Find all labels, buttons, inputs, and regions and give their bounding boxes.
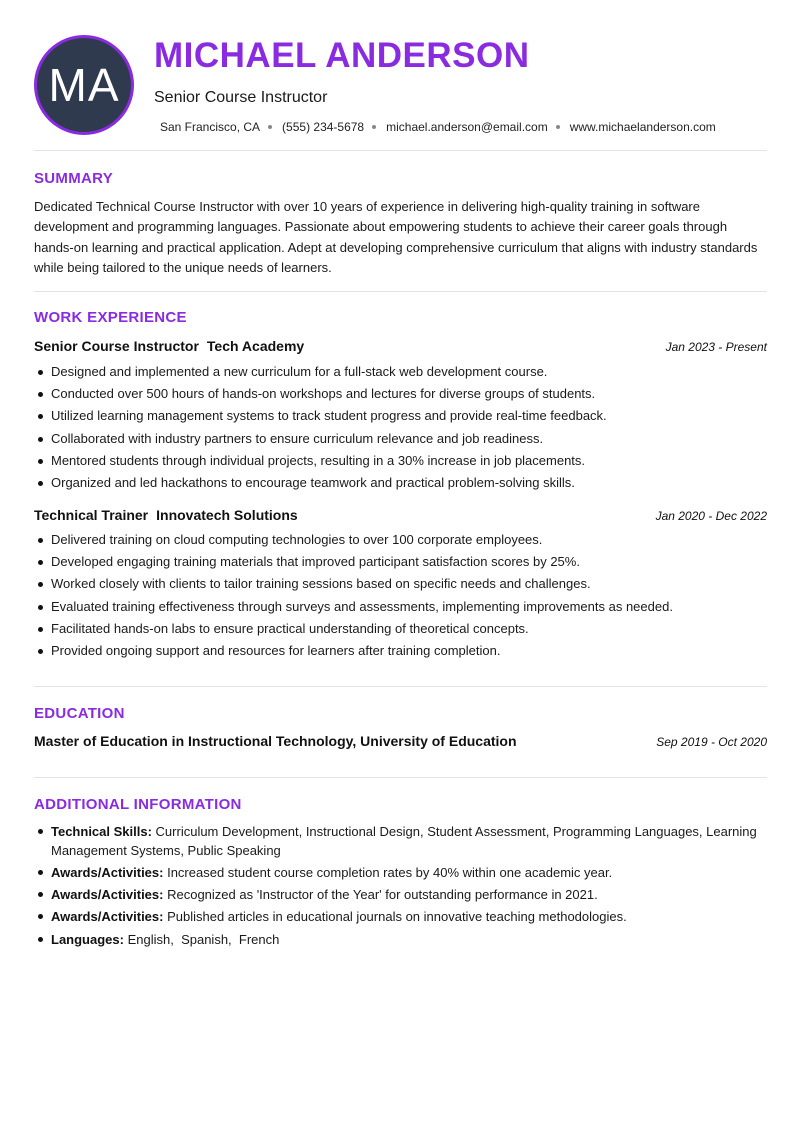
- item-label: Technical Skills:: [51, 824, 152, 839]
- contact-location: San Francisco, CA: [160, 120, 261, 134]
- job-date: Jan 2023 - Present: [665, 340, 767, 354]
- separator-dot: [556, 125, 560, 129]
- list-item: Designed and implemented a new curriculum for a full-stack web development course.: [34, 361, 767, 383]
- list-item: Collaborated with industry partners to ensure curriculum relevance and job readiness.: [34, 428, 767, 450]
- avatar-initials: MA: [48, 59, 120, 111]
- job-company: Tech Academy: [206, 338, 305, 354]
- job-header: [34, 507, 767, 523]
- contact-phone: (555) 234-5678: [282, 120, 365, 134]
- list-item: [34, 885, 767, 904]
- education-degree: Master of Education in Instructional Technology, University of Education: [34, 733, 517, 749]
- education-entry: [34, 733, 767, 749]
- list-item: [34, 863, 767, 882]
- experience-heading: WORK EXPERIENCE: [34, 309, 187, 326]
- item-text: Increased student course completion rates by 40% within one academic year.: [167, 865, 613, 880]
- additional-list: [34, 822, 767, 952]
- job-role: Technical Trainer: [34, 507, 149, 523]
- summary-heading: SUMMARY: [34, 170, 114, 187]
- contact-email[interactable]: michael.anderson@email.com: [386, 120, 548, 134]
- divider: [34, 777, 767, 778]
- list-item: Organized and led hackathons to encourage teamwork and practical problem-solving skills.: [34, 472, 767, 494]
- job-bullets: [34, 361, 767, 494]
- divider: [34, 150, 767, 151]
- separator-dot: [372, 125, 376, 129]
- item-text: English, Spanish, French: [127, 932, 280, 947]
- list-item: Provided ongoing support and resources for learners after training completion.: [34, 640, 767, 662]
- job-title: Senior Course Instructor: [154, 89, 328, 106]
- list-item: [34, 930, 767, 949]
- list-item: Mentored students through individual projects, resulting in a 30% increase in job placements.: [34, 450, 767, 472]
- summary-text: Dedicated Technical Course Instructor with over 10 years of experience in delivering high-quality training in software development and programming languages. Passionate about empowering students to achieve their career goals through hands-on learning and practical application. Adept at developing comprehensive curriculum that aligns with industry standards while being tailored to the unique needs of learners.: [34, 199, 758, 275]
- job-header: [34, 338, 767, 354]
- list-item: Utilized learning management systems to track student progress and provide real-time feedback.: [34, 405, 767, 427]
- item-label: Awards/Activities:: [51, 909, 164, 924]
- item-label: Languages:: [51, 932, 124, 947]
- item-text: Recognized as 'Instructor of the Year' for outstanding performance in 2021.: [167, 887, 598, 902]
- list-item: Conducted over 500 hours of hands-on workshops and lectures for diverse groups of students.: [34, 383, 767, 405]
- list-item: [34, 907, 767, 926]
- item-label: Awards/Activities:: [51, 887, 164, 902]
- job-company: Innovatech Solutions: [156, 507, 298, 523]
- item-text: Curriculum Development, Instructional Design, Student Assessment, Programming Languages, Learning Management Systems, Public Speaking: [51, 824, 757, 858]
- list-item: Facilitated hands-on labs to ensure practical understanding of theoretical concepts.: [34, 618, 767, 640]
- list-item: Worked closely with clients to tailor training sessions based on specific needs and challenges.: [34, 573, 767, 595]
- contact-info: [160, 120, 716, 134]
- avatar: [34, 35, 134, 135]
- contact-website[interactable]: www.michaelanderson.com: [569, 120, 716, 134]
- list-item: Delivered training on cloud computing technologies to over 100 corporate employees.: [34, 529, 767, 551]
- education-date: Sep 2019 - Oct 2020: [656, 735, 767, 749]
- additional-heading: ADDITIONAL INFORMATION: [34, 796, 242, 813]
- job-date: Jan 2020 - Dec 2022: [655, 509, 767, 523]
- education-heading: EDUCATION: [34, 705, 125, 722]
- candidate-name: MICHAEL ANDERSON: [154, 36, 530, 75]
- divider: [34, 686, 767, 687]
- list-item: [34, 822, 767, 860]
- job-role: Senior Course Instructor: [34, 338, 199, 354]
- item-text: Published articles in educational journals on innovative teaching methodologies.: [167, 909, 627, 924]
- item-label: Awards/Activities:: [51, 865, 164, 880]
- list-item: Developed engaging training materials that improved participant satisfaction scores by 25%.: [34, 551, 767, 573]
- job-bullets: [34, 529, 767, 662]
- list-item: Evaluated training effectiveness through surveys and assessments, implementing improvements as needed.: [34, 596, 767, 618]
- divider: [34, 291, 767, 292]
- separator-dot: [268, 125, 272, 129]
